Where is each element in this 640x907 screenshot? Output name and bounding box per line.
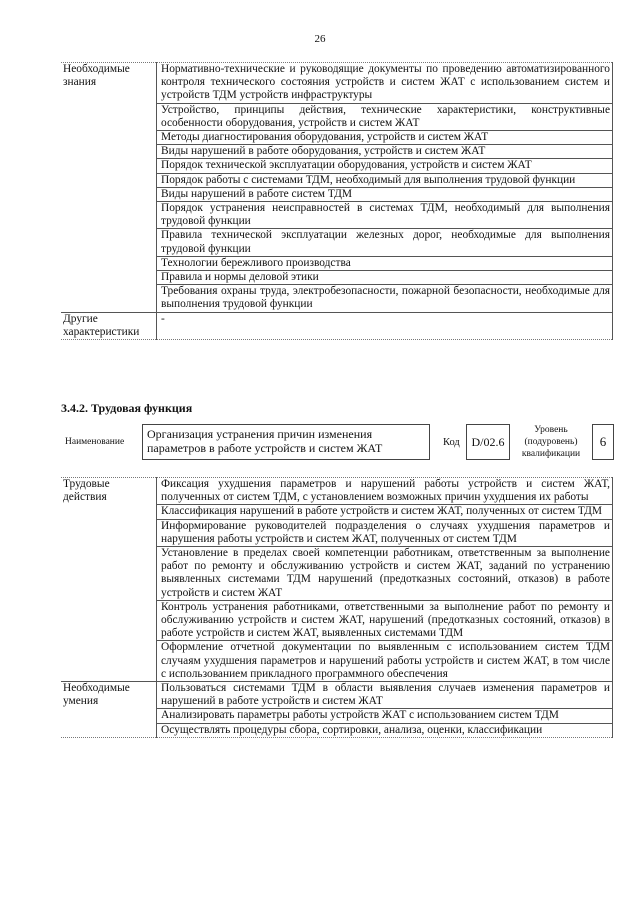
section-title: 3.4.2. Трудовая функция <box>61 401 193 415</box>
knowledge-table <box>61 62 613 340</box>
table-row <box>61 478 613 505</box>
table-cell: Виды нарушений в работе систем ТДМ <box>157 187 613 201</box>
table-cell: Порядок технической эксплуатации оборудования, устройств и систем ЖАТ <box>157 159 613 173</box>
table-cell: Порядок работы с системами ТДМ, необходимый для выполнения трудовой функции <box>157 173 613 187</box>
table-cell: Правила и нормы деловой этики <box>157 271 613 285</box>
code-value: D/02.6 <box>466 424 510 460</box>
row-label: Необходимые умения <box>61 682 157 738</box>
table-row <box>61 63 613 104</box>
table-cell: Правила технической эксплуатации железных дорог, необходимые для выполнения трудовой функции <box>157 229 613 256</box>
name-label: Наименование <box>65 437 125 447</box>
page-number: 26 <box>314 33 326 45</box>
table-cell: Оформление отчетной документации по выявленным с использованием систем ТДМ случаям ухудшения параметров и нарушений работы устройств и систем ЖАТ, в том числе с использованием прикладного программного обеспечения <box>157 641 613 682</box>
table-row <box>61 312 613 339</box>
table-cell: Пользоваться системами ТДМ в области выявления случаев изменения параметров и нарушений в работе устройств и систем ЖАТ <box>157 682 613 709</box>
code-label: Код <box>443 437 460 448</box>
table-cell: Нормативно-технические и руководящие документы по проведению автоматизированного контроля технического состояния устройств и систем ЖАТ с использованием систем и устройств ТДМ устройств инфраструктуры <box>157 63 613 104</box>
name-value: Организация устранения причин изменения параметров в работе устройств и систем ЖАТ <box>142 424 430 460</box>
function-header <box>61 420 616 464</box>
level-label: Уровень (подуровень) квалификации <box>521 425 581 459</box>
actions-table <box>61 477 613 738</box>
table-cell: Фиксация ухудшения параметров и нарушений работы устройств и систем ЖАТ, полученных от систем ТДМ, с установлением возможных причин ухудшения их работы <box>157 478 613 505</box>
table-cell: Порядок устранения неисправностей в системах ТДМ, необходимый для выполнения трудовой функции <box>157 202 613 229</box>
table-cell: Осуществлять процедуры сбора, сортировки, анализа, оценки, классификации <box>157 723 613 737</box>
table-cell: Методы диагностирования оборудования, устройств и систем ЖАТ <box>157 131 613 145</box>
table-cell: Требования охраны труда, электробезопасности, пожарной безопасности, необходимые для выполнения трудовой функции <box>157 285 613 312</box>
table-cell: Информирование руководителей подразделения о случаях ухудшения параметров и нарушения работы устройств и систем ЖАТ, полученных от систем ТДМ <box>157 519 613 546</box>
table-cell: Контроль устранения работниками, ответственными за выполнение работ по ремонту и обслуживанию устройств и систем ЖАТ, нарушений (предотказных состояний, отказов) в работе устройств и систем ЖАТ, выявленных системами ТДМ <box>157 600 613 641</box>
table-cell: Анализировать параметры работы устройств ЖАТ с использованием систем ТДМ <box>157 709 613 723</box>
table-cell: Классификация нарушений в работе устройств и систем ЖАТ, полученных от систем ТДМ <box>157 505 613 519</box>
table-cell: Виды нарушений в работе оборудования, устройств и систем ЖАТ <box>157 145 613 159</box>
table-cell: Технологии бережливого производства <box>157 256 613 270</box>
table-cell: Устройство, принципы действия, технические характеристики, конструктивные особенности оборудования, устройств и систем ЖАТ <box>157 103 613 130</box>
row-label: Трудовые действия <box>61 478 157 682</box>
table-row <box>61 682 613 709</box>
level-value: 6 <box>592 424 614 460</box>
row-label: Другие характеристики <box>61 312 157 339</box>
table-cell: - <box>157 312 613 339</box>
row-label: Необходимые знания <box>61 63 157 313</box>
table-cell: Установление в пределах своей компетенции работникам, ответственным за выполнение работ по ремонту и обслуживанию устройств и систем ЖАТ, заданий по устранению выявленных системами ТДМ нарушений (предотказных состояний, отказов) в работе устройств и систем ЖАТ <box>157 547 613 601</box>
